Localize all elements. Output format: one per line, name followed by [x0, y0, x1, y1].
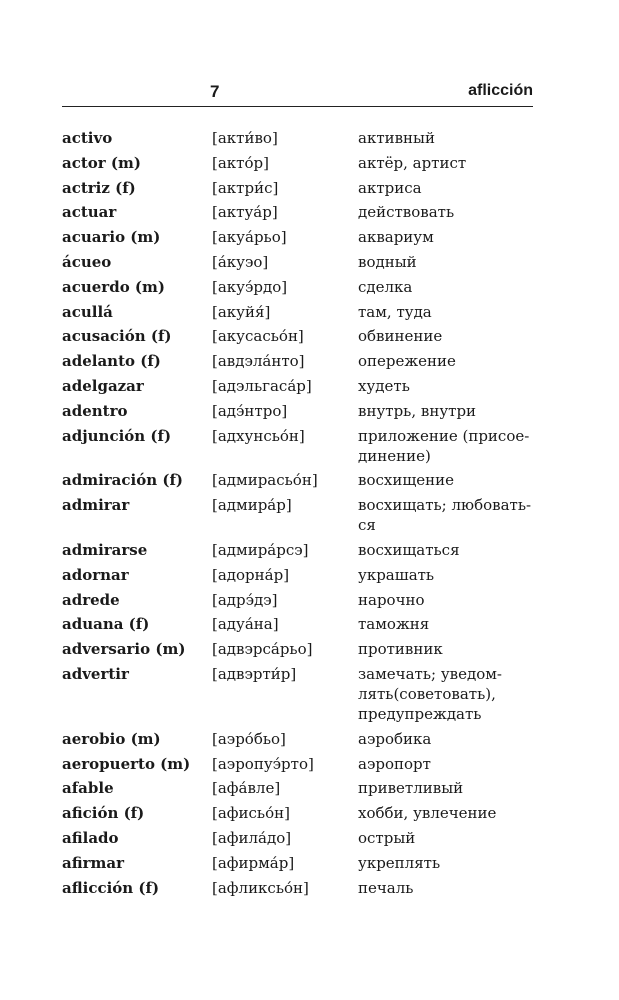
dictionary-entry — [62, 426, 542, 466]
entry-pronunciation: [афа́вле] — [212, 779, 281, 798]
entry-translation: приветливый — [358, 779, 464, 798]
entry-word: acusación (f) — [62, 327, 172, 346]
dictionary-entry — [62, 754, 542, 774]
entry-word: aflicción (f) — [62, 878, 160, 897]
entry-translation: восхищение — [358, 471, 455, 490]
entry-pronunciation: [адвэрти́р] — [212, 664, 297, 683]
entry-word: adelanto (f) — [62, 352, 161, 371]
entry-word: adornar — [62, 565, 129, 584]
entry-pronunciation: [адрэ́дэ] — [212, 590, 278, 609]
entry-word: admirar — [62, 496, 130, 515]
dictionary-entry — [62, 202, 542, 222]
entry-word: adjunción (f) — [62, 426, 172, 445]
entry-translation: аэробика — [358, 729, 432, 748]
entry-pronunciation: [акти́во] — [212, 129, 278, 147]
entry-translation: худеть — [358, 376, 410, 395]
entry-translation: приложение (присое- динение) — [358, 426, 530, 465]
dictionary-entry — [62, 614, 542, 634]
entry-pronunciation: [адмира́р] — [212, 496, 292, 515]
entry-translation: укреплять — [358, 853, 441, 872]
page-header — [62, 80, 533, 107]
entry-word: activo — [62, 129, 113, 147]
dictionary-entry — [62, 277, 542, 297]
entry-pronunciation: [адмирасьо́н] — [212, 471, 318, 490]
entry-pronunciation: [адуа́на] — [212, 615, 279, 634]
dictionary-entry — [62, 778, 542, 798]
entry-word: aerobio (m) — [62, 729, 161, 748]
entry-translation: действовать — [358, 203, 455, 222]
dictionary-entry — [62, 828, 542, 848]
entry-translation: нарочно — [358, 590, 425, 609]
entry-translation: обвинение — [358, 327, 443, 346]
dictionary-entry — [62, 590, 542, 610]
dictionary-entry — [62, 326, 542, 346]
entry-word: acuerdo (m) — [62, 277, 165, 296]
entry-translation: острый — [358, 828, 416, 847]
dictionary-entry — [62, 128, 542, 148]
dictionary-entry — [62, 540, 542, 560]
entry-pronunciation: [адэ́нтро] — [212, 401, 288, 420]
entry-pronunciation: [афисьо́н] — [212, 804, 290, 823]
entry-word: aeropuerto (m) — [62, 754, 191, 773]
entry-pronunciation: [адорна́р] — [212, 565, 290, 584]
entry-pronunciation: [афила́до] — [212, 828, 292, 847]
page-number: 7 — [210, 82, 220, 101]
entry-translation: восхищать; любовать- ся — [358, 496, 532, 535]
entry-pronunciation: [адмира́рсэ] — [212, 540, 309, 559]
dictionary-entry — [62, 565, 542, 585]
entry-translation: актриса — [358, 178, 422, 197]
entry-pronunciation: [адхунсьо́н] — [212, 426, 305, 445]
dictionary-entry — [62, 495, 542, 535]
dictionary-entry — [62, 853, 542, 873]
entry-translation: сделка — [358, 277, 413, 296]
entry-word: afirmar — [62, 853, 125, 872]
entry-translation: хобби, увлечение — [358, 804, 497, 823]
dictionary-entry — [62, 639, 542, 659]
entry-word: actor (m) — [62, 153, 141, 172]
entry-pronunciation: [адвэрса́рьо] — [212, 640, 313, 659]
dictionary-entry — [62, 227, 542, 247]
entry-translation: водный — [358, 252, 417, 271]
dictionary-entry — [62, 252, 542, 272]
entry-translation: украшать — [358, 565, 435, 584]
entry-word: adentro — [62, 401, 128, 420]
entry-word: advertir — [62, 664, 129, 683]
entry-word: adrede — [62, 590, 120, 609]
entry-word: admirarse — [62, 540, 148, 559]
entry-translation: активный — [358, 129, 435, 147]
entry-pronunciation: [а́куэо] — [212, 252, 269, 271]
entry-translation: актёр, артист — [358, 153, 467, 172]
entry-pronunciation: [афликсьо́н] — [212, 878, 309, 897]
entry-word: ácueo — [62, 252, 112, 271]
entry-word: actuar — [62, 203, 117, 222]
entry-translation: аквариум — [358, 228, 434, 247]
entry-translation: опережение — [358, 352, 456, 371]
dictionary-entry — [62, 178, 542, 198]
dictionary-entry — [62, 351, 542, 371]
entry-pronunciation: [акуйя́] — [212, 302, 271, 321]
dictionary-entry — [62, 803, 542, 823]
entry-translation: замечать; уведом- лять(советовать), предупреждать — [358, 664, 502, 723]
entry-word: aduana (f) — [62, 615, 150, 634]
entry-pronunciation: [акуа́рьо] — [212, 228, 287, 247]
entry-pronunciation: [аэропуэ́рто] — [212, 754, 314, 773]
running-head: aflicción — [468, 82, 533, 99]
entry-pronunciation: [авдэла́нто] — [212, 352, 305, 371]
entry-pronunciation: [аэро́бьо] — [212, 729, 286, 748]
dictionary-entry — [62, 153, 542, 173]
dictionary-entries — [62, 128, 542, 902]
dictionary-entry — [62, 302, 542, 322]
entry-translation: печаль — [358, 878, 414, 897]
dictionary-entry — [62, 729, 542, 749]
dictionary-entry — [62, 401, 542, 421]
entry-word: admiración (f) — [62, 471, 184, 490]
entry-word: afición (f) — [62, 804, 145, 823]
entry-translation: восхищаться — [358, 540, 460, 559]
entry-word: acuario (m) — [62, 228, 161, 247]
entry-word: afilado — [62, 828, 119, 847]
entry-pronunciation: [актри́с] — [212, 178, 279, 197]
entry-translation: противник — [358, 640, 443, 659]
entry-word: acullá — [62, 302, 113, 321]
entry-pronunciation: [акуэ́рдо] — [212, 277, 288, 296]
entry-pronunciation: [акто́р] — [212, 153, 269, 172]
entry-word: adversario (m) — [62, 640, 186, 659]
entry-pronunciation: [акусасьо́н] — [212, 327, 304, 346]
entry-pronunciation: [актуа́р] — [212, 203, 278, 222]
entry-pronunciation: [адэльгаса́р] — [212, 376, 312, 395]
entry-translation: аэропорт — [358, 754, 431, 773]
entry-translation: там, туда — [358, 302, 432, 321]
entry-word: actriz (f) — [62, 178, 136, 197]
entry-translation: внутрь, внутри — [358, 401, 477, 420]
entry-word: afable — [62, 779, 114, 798]
entry-translation: таможня — [358, 615, 430, 634]
entry-pronunciation: [афирма́р] — [212, 853, 295, 872]
dictionary-entry — [62, 664, 542, 724]
dictionary-entry — [62, 376, 542, 396]
dictionary-entry — [62, 470, 542, 490]
dictionary-entry — [62, 878, 542, 898]
entry-word: adelgazar — [62, 376, 144, 395]
